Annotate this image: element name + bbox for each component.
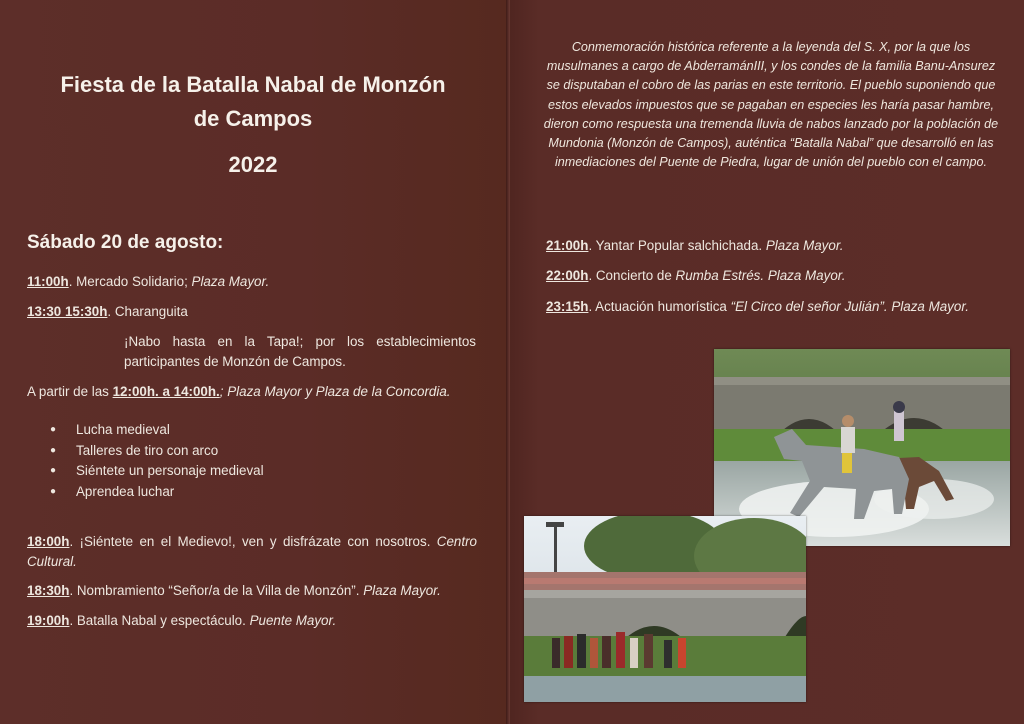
event-title-line2: de Campos (193, 106, 313, 131)
schedule-item: 11:00h. Mercado Solidario; Plaza Mayor. (27, 274, 270, 289)
list-item: ● Aprendea luchar (50, 482, 264, 503)
schedule-item: 18:30h. Nombramiento “Señor/a de la Villa de Monzón”. Plaza Mayor. (27, 583, 441, 598)
fold-crease (506, 0, 510, 724)
charanguita-note: ¡Nabo hasta en la Tapa!; por los establecimientos participantes de Monzón de Campos. (124, 334, 476, 369)
schedule-item: 13:30 15:30h. Charanguita (27, 304, 188, 319)
event-title-line1: Fiesta de la Batalla Nabal de Monzón (60, 72, 446, 97)
list-item: ● Talleres de tiro con arco (50, 441, 264, 462)
schedule-item: 22:00h. Concierto de Rumba Estrés. Plaza Mayor. (546, 268, 846, 283)
schedule-item: 19:00h. Batalla Nabal y espectáculo. Puente Mayor. (27, 613, 337, 628)
schedule-item: 23:15h. Actuación humorística “El Circo del señor Julián”. Plaza Mayor. (546, 299, 969, 314)
schedule-item: 18:00h. ¡Siéntete en el Medievo!, ven y disfrázate con nosotros. Centro Cultural. (27, 534, 477, 569)
list-item: ● Lucha medieval (50, 420, 264, 441)
schedule-item: 21:00h. Yantar Popular salchichada. Plaza Mayor. (546, 238, 844, 253)
historical-intro: Conmemoración histórica referente a la leyenda del S. X, por la que los musulmanes a cargo de AbderramánIII, y los condes de la familia Banu-Ansurez se disputaban el cobro de las parias en este territorio. El pueblo suponiendo que estos elevados impuestos que se pagaban en especies les haría pasar hambre, dieron como respuesta una tremenda lluvia de nabos lanzado por la población de Mundonia (Monzón de Campos), auténtica “Batalla Nabal” que desarrolló en las inmediaciones del Puente de Piedra, lugar de unión del pueblo con el campo. (543, 40, 999, 170)
event-year: 2022 (228, 152, 278, 177)
day-heading: Sábado 20 de agosto: (27, 232, 224, 253)
activity-list (50, 420, 264, 502)
list-item: ● Siéntete un personaje medieval (50, 461, 264, 482)
photo-stone-bridge (524, 516, 806, 702)
schedule-item: A partir de las 12:00h. a 14:00h.; Plaza Mayor y Plaza de la Concordia. (27, 384, 451, 399)
